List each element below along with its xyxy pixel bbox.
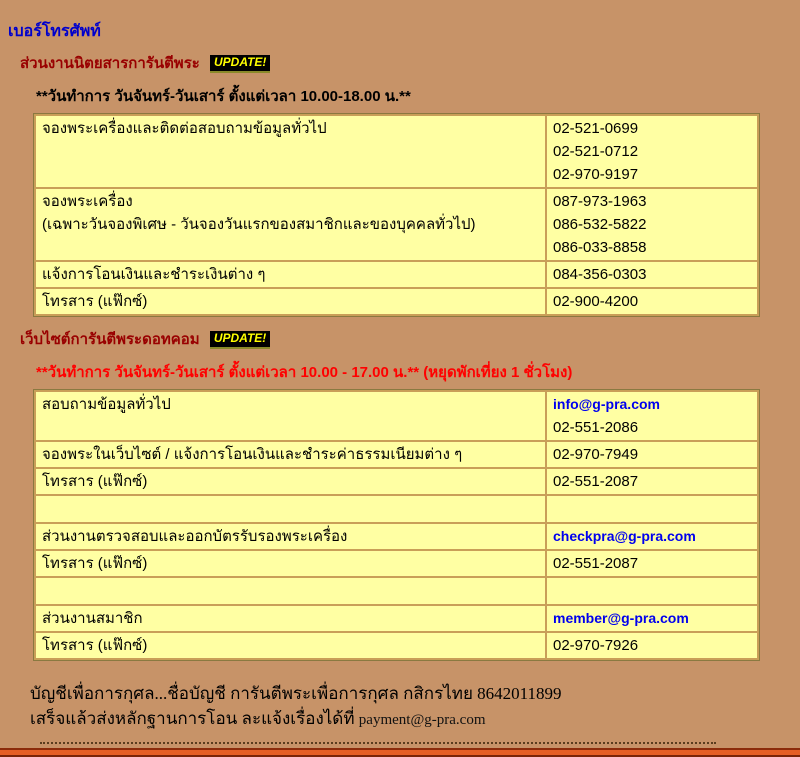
contact-label-note: (เฉพาะวันจองพิเศษ - วันจองวันแรกของสมาชิกและของบุคคลทั่วไป) [42,216,476,234]
contact-value-cell [547,524,757,549]
empty-cell [547,578,757,604]
table-row-spacer [36,578,757,604]
table-row-spacer [36,496,757,522]
bottom-frame-bar [0,748,800,757]
table-row [36,189,757,260]
phone-number: 087-973-1963 [553,193,647,211]
dotted-divider [40,742,716,744]
contact-label: ส่วนงานตรวจสอบและออกบัตรรับรองพระเครื่อง [42,528,348,546]
payment-instruction-line [30,706,800,733]
table-row [36,116,757,187]
contact-value-cell [547,262,757,287]
contact-label: จองพระในเว็บไซต์ / แจ้งการโอนเงินและชำระค่าธรรมเนียมต่าง ๆ [42,446,463,464]
phone-number: 02-900-4200 [553,293,639,311]
phone-number: 02-551-2087 [553,473,639,491]
phone-number: 084-356-0303 [553,266,647,284]
payment-email-link[interactable]: payment@g-pra.com [358,712,486,729]
section-heading-website-text: เว็บไซต์การันตีพระดอทคอม [20,331,200,349]
contact-label-cell [36,289,545,314]
contact-value-cell [547,633,757,658]
contact-label-cell [36,262,545,287]
contact-label-cell [36,442,545,467]
contact-label: โทรสาร (แฟ๊กซ์) [42,473,148,491]
phone-number: 02-521-0699 [553,120,639,138]
contact-value-cell [547,606,757,631]
table-row [36,524,757,549]
website-contact-table [33,389,760,661]
contact-label-cell [36,392,545,440]
contact-label-cell [36,606,545,631]
phone-number: 02-551-2087 [553,555,639,573]
email-link[interactable]: info@g-pra.com [553,396,660,413]
contact-value-cell [547,469,757,494]
contact-label-cell [36,116,545,187]
phone-number: 086-033-8858 [553,239,647,257]
contact-value-cell [547,289,757,314]
table-row [36,262,757,287]
contact-value-cell [547,442,757,467]
table-row [36,606,757,631]
table-row [36,469,757,494]
magazine-contact-table [33,113,760,317]
phone-number: 02-551-2086 [553,419,639,437]
update-badge: UPDATE! [210,55,270,73]
phone-number: 02-970-7949 [553,446,639,464]
table-row [36,289,757,314]
update-badge: UPDATE! [210,331,270,349]
table-row [36,442,757,467]
payment-instruction-text: เสร็จแล้วส่งหลักฐานการโอน ละแจ้งเรื่องได้ที่ [30,709,359,729]
contact-label-cell [36,469,545,494]
email-link[interactable]: member@g-pra.com [553,610,689,627]
footer-bank-info [30,681,800,733]
contact-label-cell [36,633,545,658]
contact-label-cell [36,524,545,549]
contact-label: สอบถามข้อมูลทั่วไป [42,396,171,414]
empty-cell [36,496,545,522]
phone-number: 02-521-0712 [553,143,639,161]
contact-value-cell [547,392,757,440]
table-row [36,551,757,576]
contact-value-cell [547,551,757,576]
contact-label: โทรสาร (แฟ๊กซ์) [42,637,148,655]
phone-number: 086-532-5822 [553,216,647,234]
contact-label: โทรสาร (แฟ๊กซ์) [42,293,148,311]
table-row [36,392,757,440]
page-title: เบอร์โทรศัพท์ [8,23,101,40]
contact-value-cell [547,189,757,260]
contact-label: จองพระเครื่องและติดต่อสอบถามข้อมูลทั่วไป [42,120,327,138]
working-hours-website: **วันทำการ วันจันทร์-วันเสาร์ ตั้งแต่เวลา 10.00 - 17.00 น.** (หยุดพักเที่ยง 1 ชั่วโมง) [36,364,573,382]
email-link[interactable]: checkpra@g-pra.com [553,528,696,545]
working-hours-magazine: **วันทำการ วันจันทร์-วันเสาร์ ตั้งแต่เวลา 10.00-18.00 น.** [36,88,411,106]
empty-cell [547,496,757,522]
contact-label: ส่วนงานสมาชิก [42,610,143,628]
contact-label: โทรสาร (แฟ๊กซ์) [42,555,148,573]
table-row [36,633,757,658]
contact-label: แจ้งการโอนเงินและชำระเงินต่าง ๆ [42,266,266,284]
section-heading-website [20,330,800,349]
contact-label: จองพระเครื่อง [42,193,133,211]
phone-number: 02-970-7926 [553,637,639,655]
section-heading-magazine [20,54,800,73]
phone-number: 02-970-9197 [553,166,639,184]
empty-cell [36,578,545,604]
section-heading-magazine-text: ส่วนงานนิตยสารการันตีพระ [20,55,200,72]
charity-account-line: บัญชีเพื่อการกุศล...ชื่อบัญชี การันตีพระเพื่อการกุศล กสิกรไทย 8642011899 [30,684,562,704]
contact-label-cell [36,551,545,576]
contact-label-cell [36,189,545,260]
contact-value-cell [547,116,757,187]
